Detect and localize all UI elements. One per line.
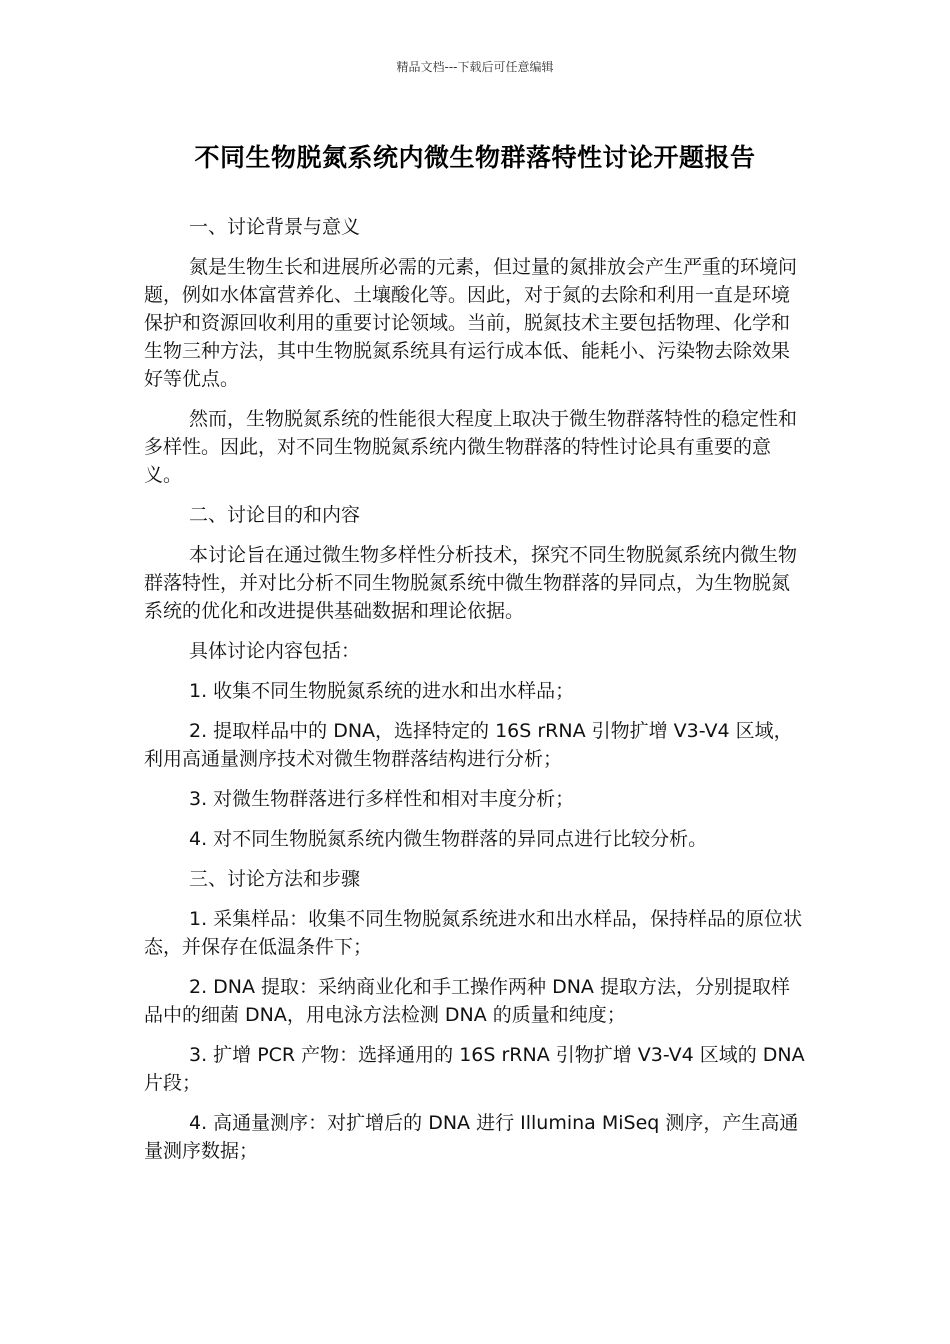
list-item: 2. 提取样品中的 DNA，选择特定的 16S rRNA 引物扩增 V3-V4 区域，利用高通量测序技术对微生物群落结构进行分析；	[144, 720, 793, 770]
list-item: 2. DNA 提取：采纳商业化和手工操作两种 DNA 提取方法，分别提取样品中的细菌 DNA，用电泳方法检测 DNA 的质量和纯度；	[144, 976, 790, 1026]
paragraph-purpose-1: 本讨论旨在通过微生物多样性分析技术，探究不同生物脱氮系统内微生物群落特性，并对比分析不同生物脱氮系统中微生物群落的异同点，为生物脱氮系统的优化和改进提供基础数据和理论依据。	[144, 544, 798, 622]
list-item: 3. 对微生物群落进行多样性和相对丰度分析；	[189, 788, 575, 810]
document-body	[144, 213, 806, 1177]
list-item: 1. 收集不同生物脱氮系统的进水和出水样品；	[189, 680, 575, 702]
paragraph-background-1: 氮是生物生长和进展所必需的元素，但过量的氮排放会产生严重的环境问题，例如水体富营养化、土壤酸化等。因此，对于氮的去除和利用一直是环境保护和资源回收利用的重要讨论领域。当前，脱氮技术主要包括物理、化学和生物三种方法，其中生物脱氮系统具有运行成本低、能耗小、污染物去除效果好等优点。	[144, 256, 798, 390]
document-title: 不同生物脱氮系统内微生物群落特性讨论开题报告	[194, 143, 756, 172]
section-heading-methods: 三、讨论方法和步骤	[189, 868, 361, 890]
page-header: 精品文档---下载后可任意编辑	[396, 60, 554, 74]
section-heading-purpose: 二、讨论目的和内容	[189, 504, 361, 526]
section-heading-background: 一、讨论背景与意义	[189, 216, 361, 238]
list-item: 3. 扩增 PCR 产物：选择通用的 16S rRNA 引物扩增 V3-V4 区域的 DNA 片段；	[144, 1044, 805, 1094]
paragraph-purpose-intro: 具体讨论内容包括：	[189, 640, 361, 662]
list-item: 4. 对不同生物脱氮系统内微生物群落的异同点进行比较分析。	[189, 828, 708, 850]
paragraph-background-2: 然而，生物脱氮系统的性能很大程度上取决于微生物群落特性的稳定性和多样性。因此，对不同生物脱氮系统内微生物群落的特性讨论具有重要的意义。	[144, 408, 798, 486]
list-item: 1. 采集样品：收集不同生物脱氮系统进水和出水样品，保持样品的原位状态，并保存在低温条件下；	[144, 908, 803, 958]
list-item: 4. 高通量测序：对扩增后的 DNA 进行 Illumina MiSeq 测序，产生高通量测序数据；	[144, 1112, 799, 1162]
